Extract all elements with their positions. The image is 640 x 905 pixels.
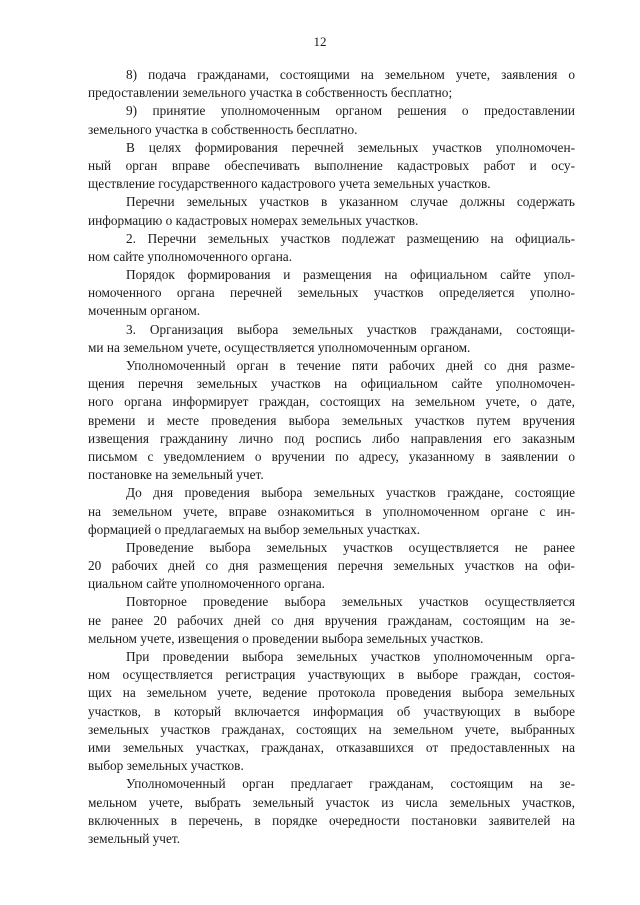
text-line: В целях формирования перечней земельных участков уполномочен- (126, 139, 575, 155)
text-line: 2. Перечни земельных участков подлежат размещению на официаль- (126, 230, 575, 246)
text-line: номоченного органа перечней земельных участков определяется уполно- (88, 285, 575, 301)
text-line: 3. Организация выбора земельных участков гражданами, состоящи- (126, 321, 575, 337)
text-line: 20 рабочих дней со дня размещения перечня земельных участков на офи- (88, 558, 575, 574)
text-line: При проведении выбора земельных участков уполномоченным орга- (126, 649, 575, 664)
text-line: Проведение выбора земельных участков осуществляется не ранее (126, 539, 575, 555)
paragraph (88, 266, 575, 321)
text-line: ном осуществляется регистрация участвующих в выборе граждан, состоя- (88, 667, 575, 683)
text-line: 9) принятие уполномоченным органом решения о предоставлении (126, 103, 575, 119)
text-line: извещения гражданину лично под роспись либо направления его заказным (88, 430, 575, 446)
text-line: ществление государственного кадастрового учета земельных участков. (88, 176, 491, 192)
text-line: письмом с уведомлением о вручении по адресу, указанному в заявлении о (88, 448, 575, 464)
text-line: Порядок формирования и размещения на официальном сайте упол- (126, 267, 575, 283)
paragraph (88, 539, 575, 594)
document-body (88, 66, 575, 848)
text-line: информацию о кадастровых номерах земельных участков. (88, 212, 419, 228)
paragraph (88, 357, 575, 484)
text-line: мельном учете, извещения о проведении выбора земельных участков. (88, 630, 484, 646)
text-line: Повторное проведение выбора земельных участков осуществляется (126, 594, 575, 610)
text-line: земельных участков гражданах, состоящих на земельном учете, выбранных (88, 721, 575, 737)
text-line: выбор земельных участков. (88, 758, 244, 774)
paragraph (88, 102, 575, 138)
text-line: Уполномоченный орган в течение пяти рабочих дней со дня разме- (126, 358, 575, 373)
text-line: Уполномоченный орган предлагает гражданам, состоящим на зе- (126, 776, 575, 792)
text-line: времени и месте проведения выбора земельных участков путем вручения (88, 412, 575, 428)
text-line: включенных в перечень, в порядке очередности постановки заявителей на (88, 812, 575, 828)
paragraph (88, 230, 575, 266)
text-line: предоставлении земельного участка в собственность бесплатно; (88, 85, 453, 101)
text-line: ими земельных участках, гражданах, отказавшихся от предоставленных на (88, 739, 575, 755)
text-line: щих на земельном учете, ведение протокола проведения выбора земельных (88, 685, 575, 701)
paragraph (88, 66, 575, 102)
paragraph (88, 321, 575, 357)
paragraph (88, 775, 575, 848)
text-line: земельный учет. (88, 830, 181, 846)
text-line: ный орган вправе обеспечивать выполнение кадастровых работ и осу- (88, 157, 575, 173)
text-line: циальном сайте уполномоченного органа. (88, 576, 325, 592)
text-line: 8) подача гражданами, состоящими на земельном учете, заявления о (126, 67, 575, 82)
paragraph (88, 648, 575, 775)
text-line: на земельном учете, вправе ознакомиться в уполномоченном органе с ин- (88, 503, 575, 519)
page-number: 12 (313, 34, 327, 49)
text-line: ного органа информирует граждан, состоящих на земельном учете, о дате, (88, 394, 575, 410)
text-line: щения перечня земельных участков на официальном сайте уполномочен- (88, 376, 575, 392)
text-line: мельном учете, выбрать земельный участок из числа земельных участков, (88, 794, 575, 810)
text-line: До дня проведения выбора земельных участков граждане, состоящие (126, 485, 575, 501)
text-line: постановке на земельный учет. (88, 467, 264, 483)
paragraph (88, 139, 575, 194)
text-line: земельного участка в собственность бесплатно. (88, 121, 358, 137)
paragraph (88, 193, 575, 229)
text-line: моченным органом. (88, 303, 201, 319)
text-line: ном сайте уполномоченного органа. (88, 248, 293, 264)
text-line: ми на земельном учете, осуществляется уполномоченным органом. (88, 339, 471, 355)
text-line: Перечни земельных участков в указанном случае должны содержать (126, 194, 575, 210)
text-line: формацией о предлагаемых на выбор земельных участках. (88, 521, 421, 537)
paragraph (88, 484, 575, 539)
text-line: не ранее 20 рабочих дней со дня вручения гражданам, состоящим на зе- (88, 612, 575, 628)
paragraph (88, 593, 575, 648)
text-line: участков, в который включается информация об участвующих в выборе (88, 703, 575, 719)
